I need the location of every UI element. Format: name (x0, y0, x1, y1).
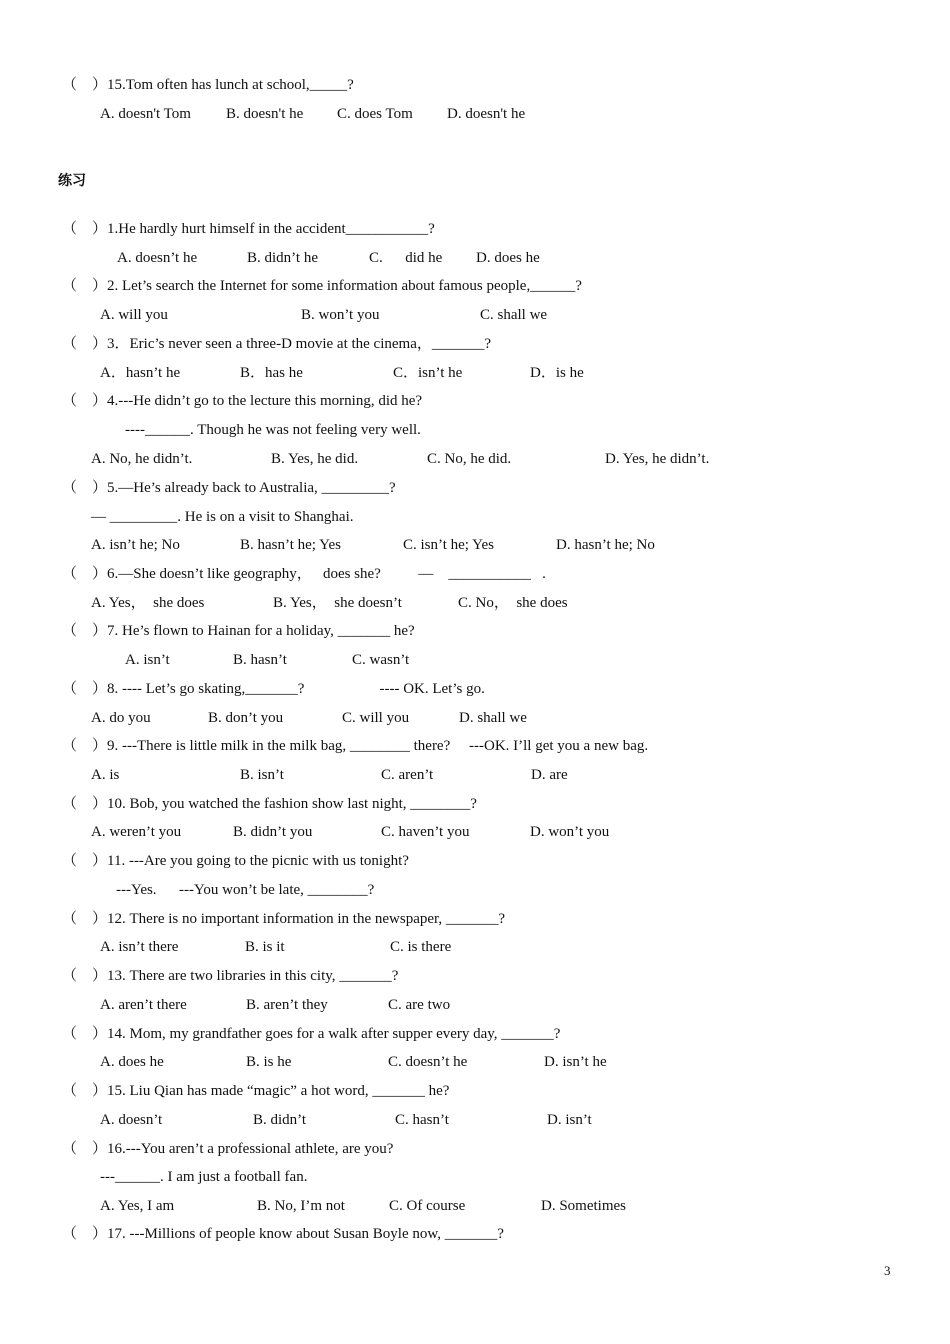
question-text: ---Yes. ---You won’t be late, ________? (116, 882, 375, 898)
answer-option: C. doesn’t he (388, 1054, 468, 1070)
question-text: （ ）11. ---Are you going to the picnic with us tonight? (62, 853, 409, 869)
answer-option: C. No, he did. (427, 451, 512, 467)
answer-option: B. No, I’m not (257, 1198, 345, 1214)
answer-option: A. doesn’t (100, 1112, 163, 1128)
answer-option: A. doesn't Tom (100, 106, 191, 122)
answer-option: A. isn’t there (100, 939, 179, 955)
answer-option: A. doesn’t he (117, 250, 198, 266)
answer-option: D．is he (530, 365, 584, 381)
question-text: （ ）6.—She doesn’t like geography， does she? — ___________ . (62, 566, 546, 582)
answer-option: D. isn’t (547, 1112, 592, 1128)
answer-option: A. is (91, 767, 120, 783)
answer-option: B. don’t you (208, 710, 284, 726)
question-text: （ ）17. ---Millions of people know about Susan Boyle now, _______? (62, 1226, 504, 1242)
answer-option: A. isn’t (125, 652, 170, 668)
question-text: （ ）15.Tom often has lunch at school,_____? (62, 77, 354, 93)
answer-option: B. didn’t you (233, 824, 313, 840)
answer-option: D. isn’t he (544, 1054, 607, 1070)
question-text: ---______. I am just a football fan. (100, 1169, 308, 1185)
answer-option: C. does Tom (337, 106, 413, 122)
answer-option: B. didn’t he (247, 250, 318, 266)
question-text: （ ）4.---He didn’t go to the lecture this morning, did he? (62, 393, 423, 409)
answer-option: A. Yes, I am (100, 1198, 175, 1214)
question-text: ----______. Though he was not feeling very well. (125, 422, 421, 438)
answer-option: C. will you (342, 710, 410, 726)
answer-option: C. shall we (480, 307, 548, 323)
answer-option: C. Of course (389, 1198, 466, 1214)
answer-option: B. isn’t (240, 767, 284, 783)
answer-option: B. doesn't he (226, 106, 304, 122)
answer-option: B. didn’t (253, 1112, 307, 1128)
question-text: （ ）15. Liu Qian has made “magic” a hot word, _______ he? (62, 1083, 450, 1099)
question-text: （ ）7. He’s flown to Hainan for a holiday, _______ he? (62, 623, 415, 639)
answer-option: D. shall we (459, 710, 527, 726)
answer-option: C. did he (369, 250, 443, 266)
answer-option: A. aren’t there (100, 997, 187, 1013)
question-text: （ ）16.---You aren’t a professional athlete, are you? (62, 1141, 394, 1157)
answer-option: B．has he (240, 365, 303, 381)
answer-option: B. is he (246, 1054, 292, 1070)
answer-option: D. Sometimes (541, 1198, 626, 1214)
answer-option: D. doesn't he (447, 106, 526, 122)
answer-option: C. are two (388, 997, 451, 1013)
answer-option: A. Yes， she does (91, 595, 205, 611)
question-text: （ ）2. Let’s search the Internet for some information about famous people,______? (62, 278, 582, 294)
answer-option: B. won’t you (301, 307, 380, 323)
page-number: 3 (884, 1263, 891, 1278)
question-text: （ ）10. Bob, you watched the fashion show last night, ________? (62, 796, 477, 812)
question-text: （ ）14. Mom, my grandfather goes for a walk after supper every day, _______? (62, 1026, 561, 1042)
answer-option: C．isn’t he (393, 365, 463, 381)
answer-option: C. hasn’t (395, 1112, 449, 1128)
question-text: （ ）12. There is no important information in the newspaper, _______? (62, 911, 506, 927)
question-text: （ ）9. ---There is little milk in the milk bag, ________ there? ---OK. I’ll get you a new bag. (62, 738, 649, 754)
answer-option: A. will you (100, 307, 168, 323)
answer-option: A. does he (100, 1054, 164, 1070)
answer-option: D. does he (476, 250, 540, 266)
answer-option: A. No, he didn’t. (91, 451, 193, 467)
answer-option: C. isn’t he; Yes (403, 537, 494, 553)
answer-option: A. isn’t he; No (91, 537, 180, 553)
answer-option: D. won’t you (530, 824, 610, 840)
answer-option: A．hasn’t he (100, 365, 181, 381)
question-text: — _________. He is on a visit to Shanghai. (91, 509, 354, 525)
answer-option: C. haven’t you (381, 824, 470, 840)
answer-option: D. hasn’t he; No (556, 537, 655, 553)
question-text: （ ）3．Eric’s never seen a three-D movie at the cinema，_______? (62, 336, 492, 352)
section-heading: 练习 (58, 173, 86, 189)
answer-option: B. hasn’t he; Yes (240, 537, 341, 553)
answer-option: D. are (531, 767, 568, 783)
question-text: （ ）1.He hardly hurt himself in the accident___________? (62, 221, 435, 237)
answer-option: A. weren’t you (91, 824, 182, 840)
question-text: （ ）5.—He’s already back to Australia, _________? (62, 480, 396, 496)
answer-option: B. is it (245, 939, 285, 955)
answer-option: B. Yes， she doesn’t (273, 595, 402, 611)
answer-option: D. Yes, he didn’t. (605, 451, 710, 467)
question-text: （ ）8. ---- Let’s go skating,_______? ---- OK. Let’s go. (62, 681, 485, 697)
answer-option: B. Yes, he did. (271, 451, 359, 467)
answer-option: C. No， she does (458, 595, 568, 611)
answer-option: C. is there (390, 939, 452, 955)
answer-option: B. aren’t they (246, 997, 328, 1013)
answer-option: B. hasn’t (233, 652, 287, 668)
question-text: （ ）13. There are two libraries in this city, _______? (62, 968, 399, 984)
answer-option: A. do you (91, 710, 151, 726)
answer-option: C. aren’t (381, 767, 434, 783)
answer-option: C. wasn’t (352, 652, 410, 668)
